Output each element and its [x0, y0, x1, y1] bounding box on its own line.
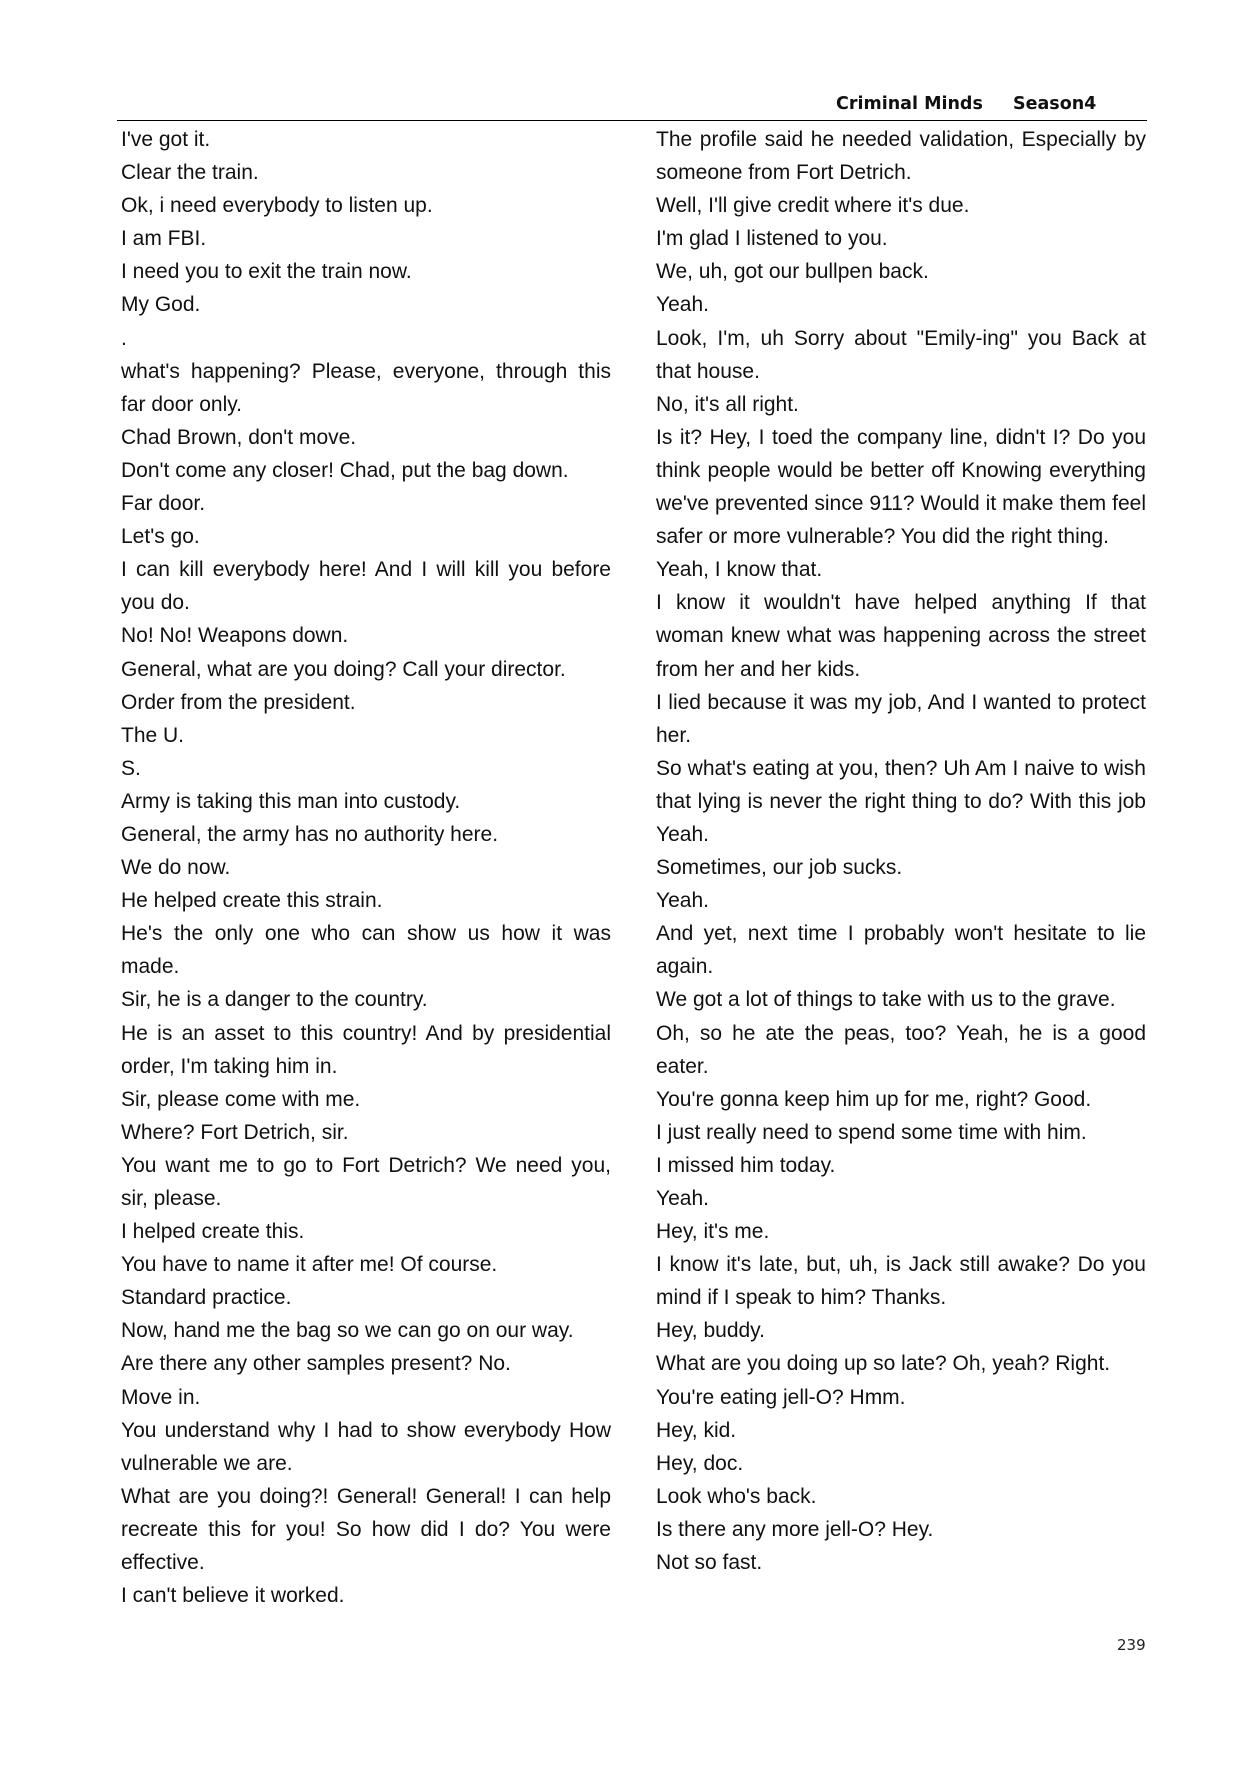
dialogue-line: I know it wouldn't have helped anything If that woman knew what was happening across the street from her and her kids.	[656, 591, 1146, 681]
header-season: Season4	[1013, 94, 1097, 114]
dialogue-line: I know it's late, but, uh, is Jack still awake? Do you mind if I speak to him? Thanks.	[656, 1253, 1146, 1310]
dialogue-line: My God.	[121, 293, 201, 317]
header-show-title: Criminal Minds	[836, 94, 983, 114]
dialogue-line: Sometimes, our job sucks.	[656, 856, 903, 880]
dialogue-line: Yeah.	[656, 889, 709, 913]
dialogue-line: Far door.	[121, 492, 206, 516]
dialogue-line: Army is taking this man into custody.	[121, 789, 461, 813]
dialogue-line: I've got it.	[121, 128, 211, 151]
dialogue-line: The profile said he needed validation, Especially by someone from Fort Detrich.	[656, 128, 1146, 185]
dialogue-line: We do now.	[121, 856, 231, 880]
dialogue-line: We got a lot of things to take with us to the grave.	[656, 988, 1116, 1012]
running-header	[117, 90, 1147, 121]
dialogue-line: General, the army has no authority here.	[121, 822, 499, 846]
dialogue-line: No, it's all right.	[656, 392, 799, 416]
dialogue-line: Sir, please come with me.	[121, 1087, 361, 1111]
dialogue-line: What are you doing up so late? Oh, yeah? Right.	[656, 1352, 1111, 1376]
dialogue-line: what's happening? Please, everyone, through this far door only.	[121, 359, 611, 416]
dialogue-line: You're gonna keep him up for me, right? Good.	[656, 1087, 1092, 1111]
dialogue-line: So what's eating at you, then? Uh Am I naive to wish that lying is never the right thing to do? With this job Yeah.	[656, 756, 1146, 846]
dialogue-line: You want me to go to Fort Detrich? We need you, sir, please.	[121, 1153, 611, 1210]
dialogue-line: General, what are you doing? Call your director.	[121, 657, 566, 681]
dialogue-line: Is there any more jell-O? Hey.	[656, 1517, 934, 1541]
dialogue-line: And yet, next time I probably won't hesitate to lie again.	[656, 922, 1146, 979]
dialogue-line: Standard practice.	[121, 1286, 292, 1310]
dialogue-line: I can kill everybody here! And I will kill you before you do.	[121, 558, 611, 615]
dialogue-line: I need you to exit the train now.	[121, 260, 412, 284]
dialogue-line: .	[121, 326, 127, 350]
dialogue-line: I helped create this.	[121, 1220, 305, 1244]
dialogue-line: Not so fast.	[656, 1551, 763, 1575]
dialogue-line: Are there any other samples present? No.	[121, 1352, 511, 1376]
dialogue-line: You have to name it after me! Of course.	[121, 1253, 498, 1277]
dialogue-line: S.	[121, 756, 141, 780]
dialogue-line: Look who's back.	[656, 1484, 817, 1508]
dialogue-line: Let's go.	[121, 525, 200, 549]
dialogue-line: I lied because it was my job, And I wanted to protect her.	[656, 690, 1146, 747]
left-text-column	[121, 123, 611, 1612]
dialogue-line: He helped create this strain.	[121, 889, 383, 913]
dialogue-line: What are you doing?! General! General! I can help recreate this for you! So how did I do? You were effective.	[121, 1484, 611, 1575]
dialogue-line: Hey, it's me.	[656, 1220, 770, 1244]
dialogue-line: I just really need to spend some time with him.	[656, 1120, 1087, 1144]
dialogue-line: I'm glad I listened to you.	[656, 227, 888, 251]
dialogue-line: We, uh, got our bullpen back.	[656, 260, 929, 284]
dialogue-line: Look, I'm, uh Sorry about "Emily-ing" you Back at that house.	[656, 326, 1146, 383]
dialogue-line: Hey, kid.	[656, 1418, 737, 1442]
dialogue-line: Is it? Hey, I toed the company line, didn't I? Do you think people would be better off Knowing everything we've prevented since 911? Would it make them feel safer or more vulnerable? You did the right thing.	[656, 425, 1146, 549]
dialogue-line: Oh, so he ate the peas, too? Yeah, he is a good eater.	[656, 1021, 1146, 1078]
dialogue-line: Yeah, I know that.	[656, 558, 823, 582]
dialogue-line: Clear the train.	[121, 161, 259, 185]
dialogue-line: Sir, he is a danger to the country.	[121, 988, 428, 1012]
dialogue-line: Well, I'll give credit where it's due.	[656, 194, 970, 218]
dialogue-line: Chad Brown, don't move.	[121, 425, 357, 449]
dialogue-line: He's the only one who can show us how it was made.	[121, 922, 611, 979]
dialogue-line: Hey, doc.	[656, 1451, 744, 1475]
right-text-column	[656, 123, 1146, 1579]
dialogue-line: You understand why I had to show everybody How vulnerable we are.	[121, 1418, 611, 1475]
dialogue-line: Yeah.	[656, 1187, 709, 1210]
dialogue-line: Where? Fort Detrich, sir.	[121, 1120, 349, 1144]
dialogue-line: I missed him today.	[656, 1153, 836, 1177]
dialogue-line: Yeah.	[656, 293, 709, 317]
dialogue-line: I can't believe it worked.	[121, 1584, 345, 1608]
dialogue-line: I am FBI.	[121, 227, 207, 251]
page-number: 239	[1117, 1636, 1146, 1654]
dialogue-line: He is an asset to this country! And by presidential order, I'm taking him in.	[121, 1021, 611, 1078]
dialogue-line: No! No! Weapons down.	[121, 624, 349, 648]
dialogue-line: The U.	[121, 723, 185, 747]
dialogue-line: Don't come any closer! Chad, put the bag down.	[121, 458, 569, 482]
dialogue-line: You're eating jell-O? Hmm.	[656, 1385, 906, 1409]
dialogue-line: Now, hand me the bag so we can go on our way.	[121, 1319, 574, 1343]
dialogue-line: Hey, buddy.	[656, 1319, 765, 1343]
dialogue-line: Move in.	[121, 1385, 201, 1409]
dialogue-line: Ok, i need everybody to listen up.	[121, 194, 433, 218]
dialogue-line: Order from the president.	[121, 690, 356, 714]
